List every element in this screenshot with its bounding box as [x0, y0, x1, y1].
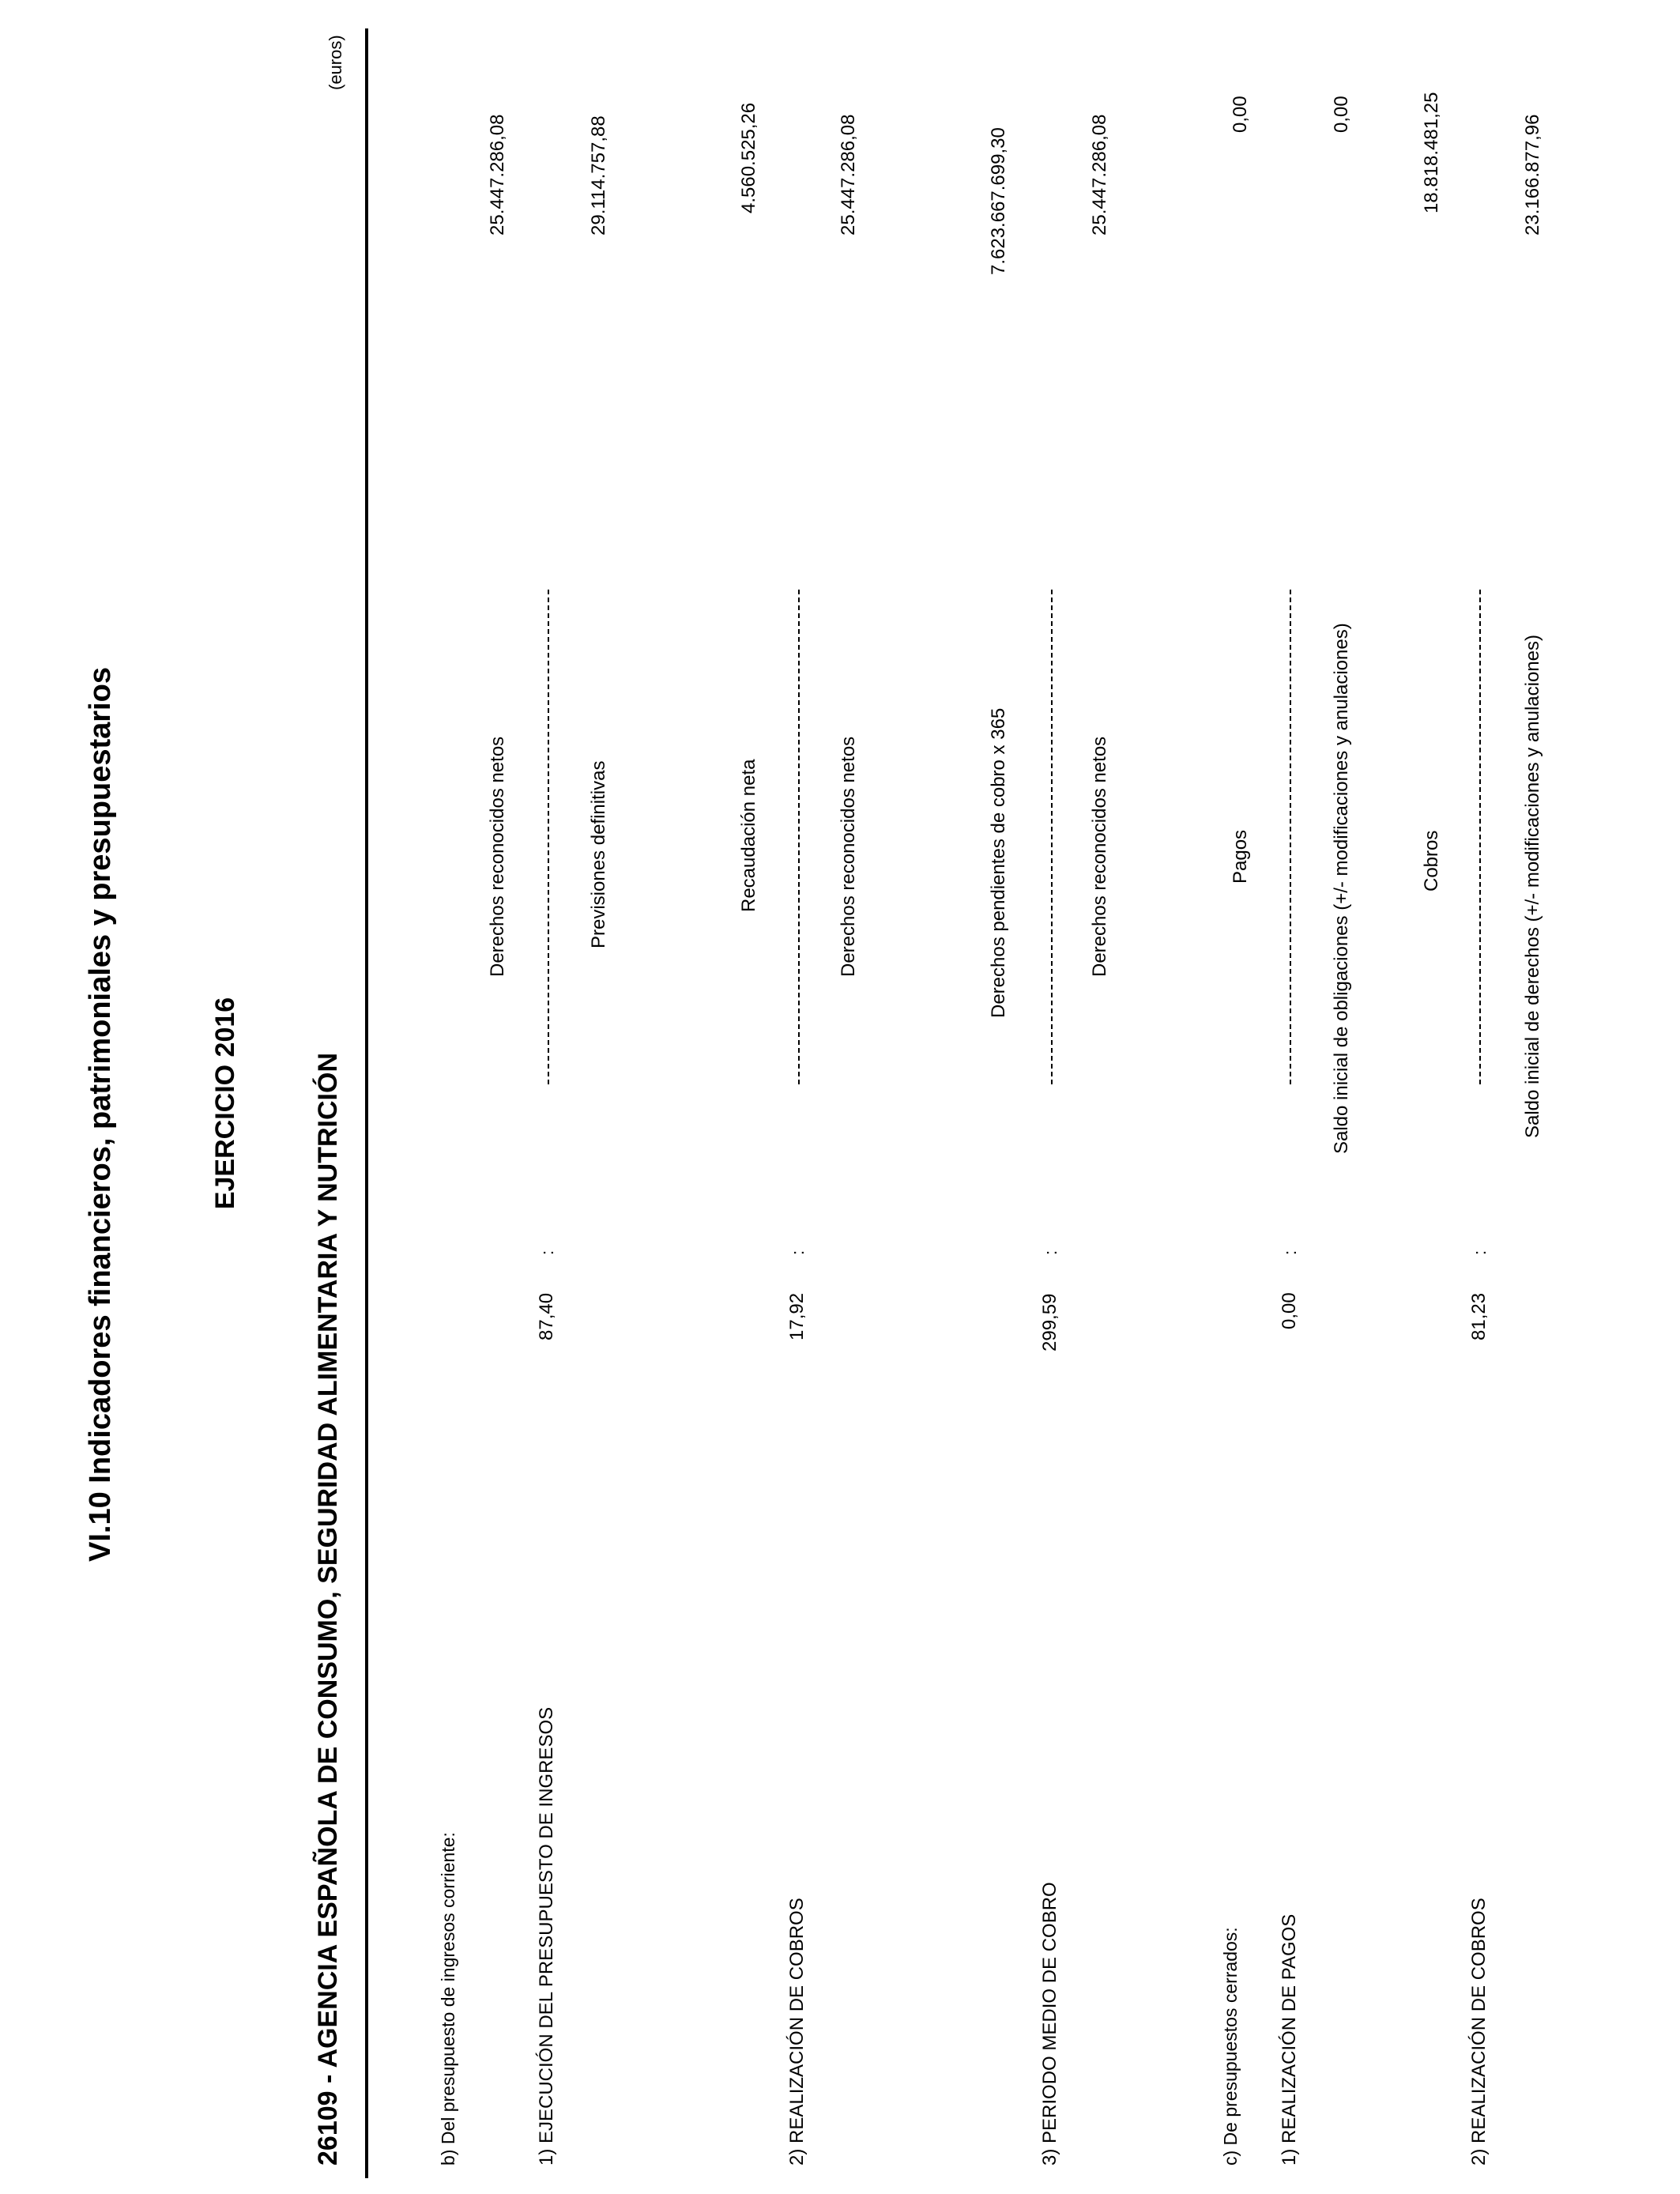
numerator-label: Pagos — [1230, 829, 1251, 884]
section-b-heading: b) Del presupuesto de ingresos corriente: — [438, 1832, 458, 2166]
ratio-value: 299,59 — [1039, 1293, 1060, 1351]
numerator-label: Derechos reconocidos netos — [487, 736, 508, 977]
fraction-line — [548, 590, 549, 1084]
indicator-label: 3) PERIODO MEDIO DE COBRO — [1039, 1882, 1060, 2166]
header-rule — [365, 28, 368, 2178]
ratio-colon: : — [788, 1250, 808, 1255]
ratio-value: 87,40 — [536, 1292, 557, 1340]
section-c-heading: c) De presupuestos cerrados: — [1220, 1927, 1241, 2166]
indicator-label: 2) REALIZACIÓN DE COBROS — [786, 1898, 808, 2166]
denominator-label: Previsiones definitivas — [588, 760, 609, 948]
fraction-line — [1290, 590, 1291, 1084]
numerator-value: 7.623.667.699,30 — [988, 127, 1009, 275]
ratio-colon: : — [1470, 1250, 1490, 1255]
ratio-colon: : — [537, 1250, 557, 1255]
denominator-label: Saldo inicial de obligaciones (+/- modificaciones y anulaciones) — [1331, 623, 1352, 1154]
entity-name: 26109 - AGENCIA ESPAÑOLA DE CONSUMO, SEGURIDAD ALIMENTARIA Y NUTRICIÓN — [313, 1053, 343, 2166]
numerator-value: 18.818.481,25 — [1421, 92, 1442, 213]
ratio-value: 0,00 — [1279, 1292, 1300, 1329]
numerator-label: Cobros — [1421, 830, 1442, 892]
indicator-label: 2) REALIZACIÓN DE COBROS — [1468, 1898, 1490, 2166]
ratio-value: 81,23 — [1468, 1292, 1490, 1340]
denominator-value: 0,00 — [1331, 96, 1352, 133]
numerator-value: 25.447.286,08 — [487, 114, 508, 236]
denominator-value: 29.114.757,88 — [588, 115, 609, 236]
denominator-value: 25.447.286,08 — [1089, 114, 1110, 236]
denominator-value: 23.166.877,96 — [1522, 114, 1543, 236]
fraction-line — [798, 590, 800, 1084]
numerator-label: Recaudación neta — [738, 759, 759, 912]
denominator-value: 25.447.286,08 — [838, 114, 859, 236]
report-title: VI.10 Indicadores financieros, patrimoniales y presupuestarios — [84, 667, 117, 1562]
indicator-label: 1) REALIZACIÓN DE PAGOS — [1279, 1913, 1300, 2166]
fraction-line — [1051, 590, 1053, 1084]
numerator-value: 0,00 — [1230, 96, 1251, 133]
ratio-colon: : — [1280, 1250, 1300, 1255]
units-label: (euros) — [326, 35, 345, 90]
fraction-line — [1479, 590, 1481, 1084]
numerator-value: 4.560.525,26 — [738, 102, 759, 213]
ratio-colon: : — [1041, 1250, 1060, 1255]
ratio-value: 17,92 — [786, 1292, 808, 1340]
denominator-label: Saldo inicial de derechos (+/- modificaciones y anulaciones) — [1522, 634, 1543, 1138]
denominator-label: Derechos reconocidos netos — [838, 736, 859, 977]
numerator-label: Derechos pendientes de cobro x 365 — [988, 707, 1009, 1018]
exercise-year: EJERCICIO 2016 — [210, 997, 240, 1210]
indicator-label: 1) EJECUCIÓN DEL PRESUPUESTO DE INGRESOS — [536, 1706, 557, 2166]
denominator-label: Derechos reconocidos netos — [1089, 736, 1110, 977]
